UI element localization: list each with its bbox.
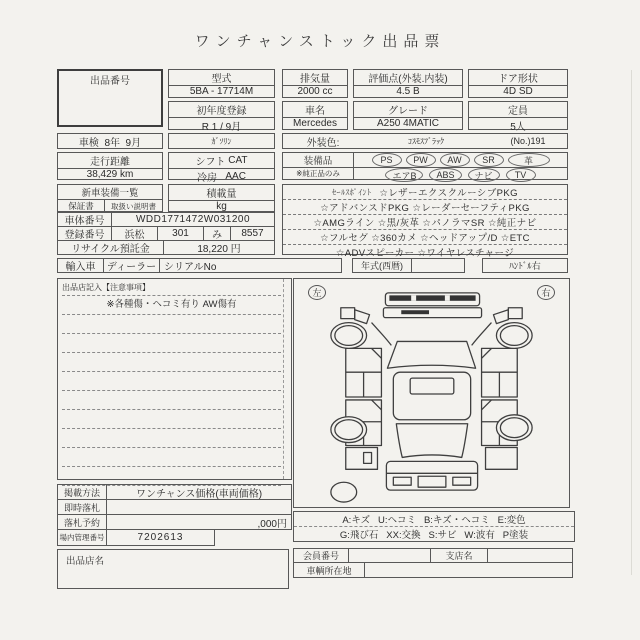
notes-rule [62,410,281,429]
notes-rule [62,334,281,353]
equipment-note: ※純正品のみ [296,169,340,178]
reserve-value: ,000円 [257,518,287,530]
member-value [349,549,431,562]
notes-text: ※各種傷・ヘコミ有り AW傷有 [62,296,281,315]
load-box [168,184,275,212]
wheel-front-right [496,323,532,349]
notes-rule [62,315,281,334]
branch-label: 支店名 [431,549,488,562]
method-row [57,484,292,500]
shaken-value: 8年 9月 [104,137,142,149]
notes-rule [62,429,281,448]
spare-tire-mark [331,482,357,502]
handle-box [482,258,568,273]
registration-class: 301 [158,227,204,240]
diagram-left-mark: 左 [308,285,326,300]
paper-edge [631,70,632,575]
grade-box [353,101,463,130]
shaken-box [57,133,163,149]
sales-line-5: ☆ADVスピーカー ☆ワイヤレスチャージ [335,248,515,259]
notes-rule [62,353,281,372]
new-equipment-box [57,184,163,212]
import-row [57,258,342,273]
equipment-item-ps: PS [372,153,402,167]
equipment-item-abs: ABS [429,168,461,182]
windshield [387,341,475,368]
wheel-front-left [331,323,367,349]
damage-legend-box [293,511,575,542]
left-quarter-panel [346,448,378,470]
legend-line-2: G:飛び石 XX:交換 S:サビ W:波有 P塗装 [339,530,529,541]
registration-row [57,226,275,241]
model-value: 5BA - 17714M [189,86,254,97]
roof-opening [410,378,454,394]
auction-number-label: 出品番号 [90,75,130,87]
vin-value: WDD1771472W031200 [135,214,251,225]
equipment-item-tv: TV [506,168,536,182]
fuel-value: ｶﾞｿﾘﾝ [211,136,232,146]
hood [383,308,481,318]
equipment-item-leather: 革 [508,153,550,167]
fuel-box [168,133,275,149]
instant-bid-value [107,500,291,514]
model-label: 型式 [169,70,274,86]
sales-line-3: ☆AMGライン ☆黒/灰革 ☆パノラマSR ☆純正ナビ [283,215,567,230]
equipment-row-2 [354,168,567,182]
wheel-rear-left [331,417,367,443]
registration-area: 浜松 [112,227,158,240]
year-label: 年式(西暦) [353,259,412,272]
dealer-label: ディーラー [104,259,160,272]
shift-ac-box [168,152,275,184]
sales-points-box [282,184,568,259]
sales-points-label: ｾｰﾙｽﾎﾟｲﾝﾄ [332,187,372,197]
recycle-label: リサイクル預託金 [58,241,164,254]
import-label: 輸入車 [58,259,104,272]
seller-notes-box [57,278,292,480]
management-number-row [57,529,215,546]
equipment-row-1 [354,153,567,168]
make-box [282,101,348,130]
method-label: 掲載方法 [58,485,107,499]
left-mirror [341,308,355,319]
license-plate [418,476,446,487]
shift-label: シフト [195,157,226,168]
registration-number: 8557 [241,228,264,239]
exterior-color-value: ｺｽﾓｽﾌﾞﾗｯｸ [408,136,444,146]
first-registration-box [168,101,275,133]
instant-bid-label: 即時落札 [58,500,107,514]
exterior-color-box [282,133,568,149]
location-label: 車輌所在地 [294,563,365,577]
branch-value [488,549,572,562]
equipment-item-sr: SR [474,153,504,167]
vin-label: 車体番号 [58,213,112,226]
equipment-box [282,152,568,180]
member-label: 会員番号 [294,549,349,562]
make-label: 車名 [283,102,347,118]
mileage-box [57,152,163,180]
capacity-label: 定員 [469,102,567,118]
first-registration-value: R 1 / 9月 [201,122,242,133]
score-box [353,69,463,98]
displacement-box [282,69,348,98]
ac-label: 冷房 [197,173,218,184]
reserve-label: 落札予約 [58,515,107,529]
management-number-label: 場内管理番号 [58,530,107,545]
exterior-color-number: (No.)191 [510,136,546,146]
notes-rule [62,372,281,391]
score-label: 評価点(外装.内装) [354,70,462,86]
handle-label: ﾊﾝﾄﾞﾙ右 [509,261,541,271]
mileage-label: 走行距離 [58,153,162,169]
score-value: 4.5 B [396,86,420,97]
exterior-color-label: 外装色: [306,137,340,149]
capacity-box [468,101,568,133]
shift-value: CAT [228,155,248,166]
notes-rule [62,391,281,410]
load-label: 積載量 [169,185,274,201]
model-box [168,69,275,98]
new-equipment-label: 新車装備一覧 [58,185,162,200]
fuel-door [364,452,372,463]
displacement-value: 2000 cc [297,86,333,97]
equipment-item-aw: AW [440,153,470,167]
make-value: Mercedes [293,118,337,129]
shaken-label: 車検 [78,137,99,149]
notes-label: 出品店記入【注意事項】 [62,280,281,296]
seller-name-label: 出品店名 [66,556,105,567]
seller-name-box [57,549,289,589]
equipment-item-navi: ナビ [468,168,500,182]
member-row [293,548,573,563]
recycle-value: 18,220 円 [197,244,241,255]
legend-line-1: A:キズ U:ヘコミ B:キズ・ヘコミ E:変色 [294,512,574,527]
first-registration-label: 初年度登録 [169,102,274,118]
sales-line-1: ☆レザーエクスクルーシブPKG [379,188,518,199]
diagram-right-mark: 右 [537,285,555,300]
displacement-label: 排気量 [283,70,347,86]
auction-number-box [57,69,163,127]
capacity-value: 5人 [510,122,526,133]
recycle-row [57,240,275,255]
door-shape-label: ドア形状 [469,70,567,86]
car-diagram [294,279,569,507]
year-row [352,258,465,273]
load-value: kg [216,201,227,212]
reserve-row [57,514,292,530]
registration-label: 登録番号 [58,227,112,240]
mileage-value: 38,429 km [86,169,134,180]
registration-kana: み [204,227,231,240]
rear-reflector-left [393,477,411,485]
rear-reflector-right [453,477,471,485]
door-shape-box [468,69,568,98]
method-value: ワンチャンス価格(車両価格) [135,488,263,500]
year-value [412,259,464,272]
wheel-rear-right [496,415,532,441]
instant-bid-row [57,499,292,515]
roof [393,372,470,420]
right-mirror [508,308,522,319]
location-value [365,563,572,577]
equipment-item-airbag: エアB [385,168,423,182]
vin-row [57,212,275,227]
damage-diagram-box [293,278,570,508]
sales-line-2: ☆アドバンスドPKG ☆レーダーセーフティPKG [283,200,567,215]
door-shape-value: 4D SD [503,86,533,97]
sales-line-4: ☆フルセグ ☆360カメ ☆ヘッドアップ/D ☆ETC [283,230,567,245]
management-number-value: 7202613 [137,532,184,543]
grade-label: グレード [354,102,462,118]
location-row [293,562,573,578]
equipment-item-pw: PW [406,153,436,167]
page-title: ワンチャンストック出品票 [194,33,446,50]
ac-value: AAC [225,171,246,182]
warranty-label: 保証書 [58,200,105,212]
serial-label: シリアルNo [164,262,217,273]
right-quarter-panel [486,448,518,470]
grade-value: A250 4MATIC [376,118,440,129]
notes-rule [62,448,281,467]
equipment-label: 装備品 [283,153,353,168]
rear-glass [396,424,467,458]
manual-label: 取扱い説明書 [111,201,156,211]
notes-margin-rule [283,279,284,479]
